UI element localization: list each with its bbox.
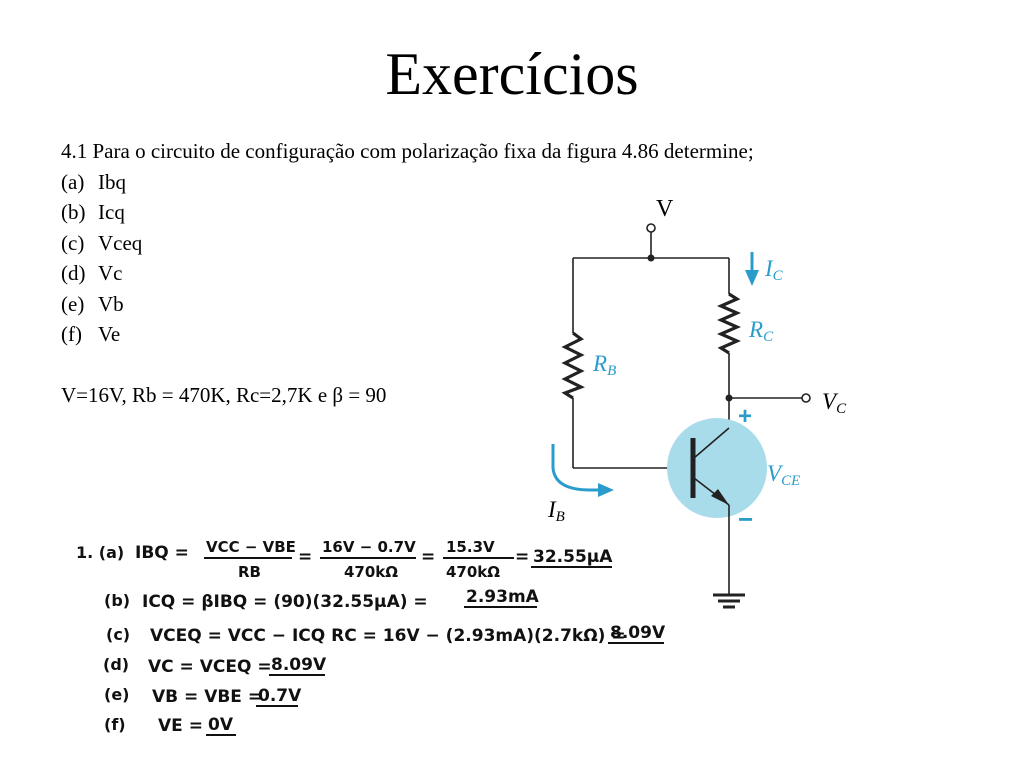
transistor-highlight <box>667 418 767 518</box>
item-text: Ibq <box>98 169 126 194</box>
plus-sign: + <box>738 403 753 430</box>
vc-label: VC <box>822 389 847 417</box>
minus-sign: − <box>738 504 754 534</box>
solution-a-den3: 470kΩ <box>446 563 501 581</box>
solution-block <box>76 538 666 736</box>
rc-label: RC <box>749 317 774 345</box>
ib-arrow-shaft <box>553 444 600 490</box>
solution-tag: (c) <box>106 625 131 644</box>
item-text: Icq <box>98 200 125 224</box>
solution-f-result: 0V <box>208 715 233 735</box>
ib-arrow-icon <box>598 483 614 497</box>
solution-tag: (d) <box>103 655 130 674</box>
solution-a-lhs: IBQ = <box>135 543 189 563</box>
problem-statement: 4.1 Para o circuito de configuração com polarização fixa da figura 4.86 determine; <box>61 139 754 163</box>
solution-d-text: VC = VCEQ = <box>148 657 272 677</box>
rc-resistor <box>721 294 737 353</box>
item-label: (a) <box>61 169 85 194</box>
ic-arrow-icon <box>745 270 759 286</box>
slide-title: Exercícios <box>385 41 639 107</box>
item-label: (b) <box>61 200 86 224</box>
ic-label: IC <box>765 256 783 284</box>
solution-d-result: 8.09V <box>271 655 327 675</box>
solution-a-eq3: = <box>515 547 530 567</box>
item-text: Vc <box>98 261 123 285</box>
solution-b-result: 2.93mA <box>466 587 539 607</box>
solution-a-den1: RB <box>238 563 261 581</box>
solution-tag: (b) <box>104 591 131 610</box>
vc-terminal <box>802 394 810 402</box>
solution-a-num2: 16V − 0.7V <box>322 538 416 556</box>
supply-label: V <box>656 196 674 222</box>
solution-e-result: 0.7V <box>258 686 302 706</box>
supply-terminal <box>647 224 655 232</box>
solution-c-result: 8.09V <box>610 623 666 643</box>
solution-a-num3: 15.3V <box>446 538 495 556</box>
item-label: (d) <box>61 261 86 285</box>
solution-c-text: VCEQ = VCC − ICQ RC = 16V − (2.93mA)(2.7kΩ) = <box>150 626 626 646</box>
rb-resistor <box>565 333 581 398</box>
solution-a-eq2: = <box>421 547 436 567</box>
solution-e-text: VB = VBE = <box>152 687 263 707</box>
rb-label: RB <box>593 351 617 379</box>
vce-label: VCE <box>767 461 801 489</box>
ib-label: IB <box>548 497 565 525</box>
item-text: Vb <box>98 291 124 316</box>
solution-f-text: VE = <box>158 716 203 736</box>
solution-a-result: 32.55μA <box>533 547 613 567</box>
solution-a-den2: 470kΩ <box>344 563 399 581</box>
solution-tag: (e) <box>104 685 130 704</box>
item-label: (f) <box>61 322 82 346</box>
item-text: Ve <box>98 322 121 346</box>
solution-tag: (f) <box>104 715 126 734</box>
problem-parameters: V=16V, Rb = 470K, Rc=2,7K e β = 90 <box>61 382 387 407</box>
solution-a-eq1: = <box>298 547 313 567</box>
solution-b-text: ICQ = βIBQ = (90)(32.55μA) = <box>142 592 428 612</box>
item-label: (c) <box>61 230 85 255</box>
solution-tag: 1. (a) <box>76 543 125 562</box>
item-text: Vceq <box>98 230 143 255</box>
item-label: (e) <box>61 291 85 316</box>
solution-a-num1: VCC − VBE <box>206 538 296 556</box>
